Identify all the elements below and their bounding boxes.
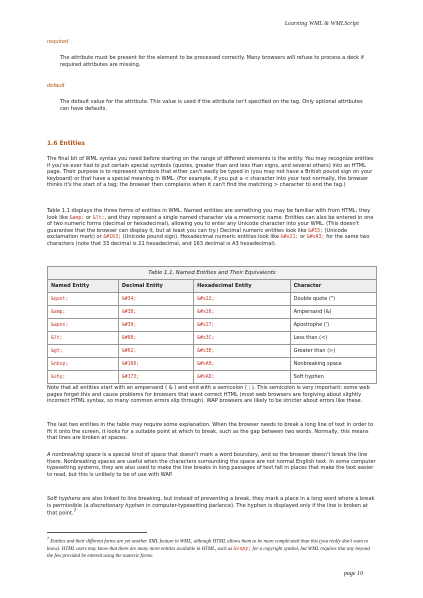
section-heading: 1.6 Entities: [47, 141, 85, 147]
attribute-description-required: The attribute must be present for the element to be processed correctly. Many browsers will refuse to process a deck if required attributes are missing.: [60, 55, 364, 68]
paragraph-nonbreaking-space: [47, 452, 377, 478]
paragraph-text: The final bit of WML syntax you need before starting on the range of different elements is the entity. You may recognize entities if you've ever had to put certain special symbols (quotes, greater than and less than signs, and several others) into an HTML page. Their purpose is to represent symbols that either can't easily be typed in (you may not have a British pound sign on your keyboard) or that have a special meaning in WML. (For example, if you put a < character into your text normally, the browser thinks it's the start of a tag; the browser then complains when it can't find the matching > character to end the tag.): [47, 156, 374, 189]
emphasis-term: Soft hyphens: [47, 496, 81, 502]
attribute-term-required: required: [47, 39, 69, 45]
character-cell: Greater than (>): [290, 345, 376, 358]
character-cell: Double quote ("): [290, 293, 376, 306]
code-span: &#x21;: [280, 234, 299, 241]
table-row: [48, 358, 377, 371]
column-header: Hexadecimal Entity: [194, 280, 291, 293]
hex-entity-cell: &#xAD;: [194, 371, 291, 384]
code-span: &amp;: [69, 214, 85, 221]
character-cell: Apostrophe ('): [290, 319, 376, 332]
code-span: &copy;: [233, 546, 252, 553]
page-number: page 10: [343, 571, 363, 577]
decimal-entity-cell: &#34;: [118, 293, 193, 306]
paragraph-entity-forms: [47, 208, 377, 248]
text-span: Table 1.1 displays the three forms of entities in WML. Named entities are something you may be familiar with from HTML: they look like: [47, 208, 371, 221]
emphasis-term: A nonbreaking space: [47, 452, 101, 458]
footnote-marker: 7: [47, 536, 49, 541]
character-cell: Ampersand (&): [290, 306, 376, 319]
hex-entity-cell: &#x3C;: [194, 332, 291, 345]
named-entity-cell: &nbsp;: [48, 358, 119, 371]
table-row: [48, 332, 377, 345]
decimal-entity-cell: &#39;: [118, 319, 193, 332]
decimal-entity-cell: &#173;: [118, 371, 193, 384]
character-cell: Less than (<): [290, 332, 376, 345]
text-span: are also linked to line breaking, but instead of preventing a break, they mark a place in a long word where a break is permissible (a: [47, 496, 375, 509]
paragraph-entities-intro: [47, 156, 377, 189]
footnote: [47, 536, 377, 560]
decimal-entity-cell: &#62;: [118, 345, 193, 358]
character-cell: Nonbreaking space: [290, 358, 376, 371]
code-span: &lt;: [92, 214, 105, 221]
text-span: , and they represent a single named character via a mnemonic name. Entities can also be entered in one of two numeric forms (decimal or hexadecimal), allowing you to enter any Unicode character into your WML. (This doesn't guarantee that the browser can display it, but at least you can try.) Decimal numeric entities look like: [47, 214, 374, 234]
paragraph-text: The last two entities in the table may require some explanation. When the browser needs to break a long line of text in order to fit it onto the screen, it looks for a suitable point at which to break, such as the gap between two words. Normally, this means that lines are broken at spaces.: [47, 422, 374, 442]
named-entity-cell: &lt;: [48, 332, 119, 345]
footnote-text: Entities and their different forms are yet another XML feature in WML, although HTML allows them to be more complicated than this (you really don't want to know). HTML users may know that there are many more entities available in HTML, such as: [47, 539, 369, 553]
table-caption: Table 1.1, Named Entities and Their Equivalents: [47, 266, 377, 279]
table-row: [48, 306, 377, 319]
text-span: for the same two characters (note that 33 decimal is 21 hexadecimal, and 163 decimal is A3 hexadecimal).: [47, 234, 370, 247]
character-cell: Soft hyphen: [290, 371, 376, 384]
named-entity-cell: &gt;: [48, 345, 119, 358]
hex-entity-cell: &#x22;: [194, 293, 291, 306]
named-entity-cell: &quot;: [48, 293, 119, 306]
column-header: Decimal Entity: [118, 280, 193, 293]
column-header: Character: [290, 280, 376, 293]
paragraph-semicolon-note: [47, 385, 377, 405]
code-span: &#163;: [103, 234, 122, 241]
attribute-description-default: The default value for the attribute. This value is used if the attribute isn't specified on the tag. Only optional attributes can have defaults.: [60, 99, 363, 112]
hex-entity-cell: &#x26;: [194, 306, 291, 319]
table-row: [48, 319, 377, 332]
emphasis-term: discretionary hyphen: [90, 502, 145, 509]
named-entity-cell: &apos;: [48, 319, 119, 332]
hex-entity-cell: &#x3E;: [194, 345, 291, 358]
table-row: [48, 293, 377, 306]
text-span: or: [298, 234, 307, 241]
footnote-reference[interactable]: 7: [73, 509, 77, 515]
table-row: [48, 345, 377, 358]
hex-entity-cell: &#x27;: [194, 319, 291, 332]
text-span: is a special kind of space that doesn't mark a word boundary, and so the browser doesn't break the line there. Nonbreaking spaces are useful when the characters surrounding the space are not normal English text. In some computer typesetting systems, they are also used to make the line breaks in long passages of text fall in places that make the text easier to read, but this is unlikely to be of use with WAP.: [47, 452, 376, 478]
column-header: Named Entity: [48, 280, 119, 293]
code-span: &#33;: [308, 227, 323, 234]
text-span: or: [84, 214, 93, 221]
code-span: &#xA3;: [306, 234, 325, 241]
named-entity-cell: &shy;: [48, 371, 119, 384]
table-row: [48, 371, 377, 384]
hex-entity-cell: &#xA0;: [194, 358, 291, 371]
table-header-row: [48, 280, 377, 293]
decimal-entity-cell: &#60;: [118, 332, 193, 345]
text-span: in computer-typesetting parlance). The hyphen is displayed only if the line is broken at that point.: [47, 502, 368, 517]
attribute-term-default: default: [47, 83, 65, 89]
running-header: Learning WML & WMLScript: [284, 20, 359, 27]
entities-table: [47, 266, 377, 384]
decimal-entity-cell: &#160;: [118, 358, 193, 371]
text-span: (Unicode pound sign). Hexadecimal numeric entities look like: [121, 234, 281, 241]
paragraph-line-breaks: [47, 422, 377, 442]
named-entity-cell: &amp;: [48, 306, 119, 319]
text-span: (Unicode exclamation mark) or: [47, 227, 348, 241]
footnote-text: for a copyright symbol, but WML requires that any beyond the few provided be entered using the numeric forms.: [47, 547, 370, 559]
paragraph-soft-hyphens: [47, 496, 377, 517]
decimal-entity-cell: &#38;: [118, 306, 193, 319]
paragraph-text: Note that all entities start with an ampersand ( & ) and end with a semicolon ( ; ). This semicolon is very important: some web pages forget this and cause problems for browsers that want correct HTML (most web browsers are forgiving about slightly incorrect HTML syntax, so many common errors slip through). WAP browsers are likely to be stricter about errors like these.: [47, 385, 370, 405]
footnote-divider: [47, 532, 147, 533]
